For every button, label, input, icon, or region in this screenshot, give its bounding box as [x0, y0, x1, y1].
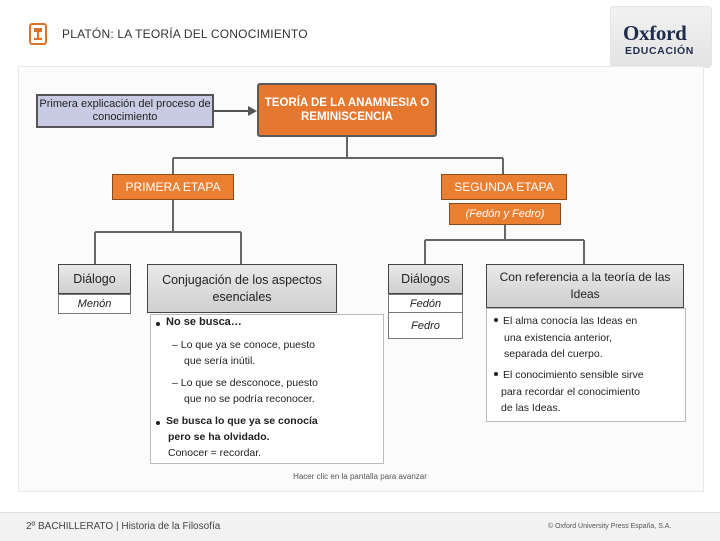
bullet-icon — [156, 421, 160, 425]
col2-bullet2-line1: El conocimiento sensible sirve — [503, 369, 644, 381]
stage2-subtitle: (Fedón y Fedro) — [449, 203, 561, 225]
col2-bullet2-line2: para recordar el conocimiento — [501, 386, 640, 398]
referencia-box: Con referencia a la teoría de las Ideas — [486, 264, 684, 308]
col2-bullet1-line2: una existencia anterior, — [504, 332, 612, 344]
stage1-box: PRIMERA ETAPA — [112, 174, 234, 200]
stage2-box: SEGUNDA ETAPA — [441, 174, 567, 200]
bullet-icon — [494, 372, 498, 376]
oxford-logo-sub: EDUCACIÓN — [625, 45, 694, 57]
col1-dash1-line1: – Lo que ya se conoce, puesto — [172, 339, 316, 351]
col1-bullet2-line2: pero se ha olvidado. — [168, 431, 270, 443]
dialogo-box: Diálogo — [58, 264, 131, 294]
conjugacion-box: Conjugación de los aspectos esenciales — [147, 264, 337, 313]
bullet-icon — [156, 322, 160, 326]
advance-hint[interactable]: Hacer clic en la pantalla para avanzar — [293, 472, 427, 481]
col1-bullet2-line1: Se busca lo que ya se conocía — [166, 415, 318, 427]
page-title: PLATÓN: LA TEORÍA DEL CONOCIMIENTO — [62, 27, 308, 41]
col1-dash2-line2: que no se podría reconocer. — [184, 393, 315, 405]
footer-course: 2º BACHILLERATO | Historia de la Filosofía — [26, 521, 221, 532]
col2-bullet1-line3: separada del cuerpo. — [504, 348, 603, 360]
footer-copyright: © Oxford University Press España, S.A. — [548, 523, 672, 530]
fedro-label: Fedro — [388, 313, 463, 339]
fedon-label: Fedón — [388, 294, 463, 313]
dialogos-box: Diálogos — [388, 264, 463, 294]
col1-bullet1: No se busca… — [166, 316, 242, 328]
menon-label: Menón — [58, 294, 131, 314]
intro-box: Primera explicación del proceso de conocimiento — [36, 94, 214, 128]
col1-bullet2-line3: Conocer = recordar. — [168, 447, 262, 459]
col1-dash2-line1: – Lo que se desconoce, puesto — [172, 377, 318, 389]
col1-dash1-line2: que sería inútil. — [184, 355, 256, 367]
oxford-logo-main: Oxford — [623, 21, 687, 45]
anamnesis-box: TEORÍA DE LA ANAMNESIA O REMINISCENCIA — [257, 83, 437, 137]
bullet-icon — [494, 318, 498, 322]
col2-bullet1-line1: El alma conocía las Ideas en — [503, 315, 638, 327]
col2-bullet2-line3: de las Ideas. — [501, 402, 561, 414]
